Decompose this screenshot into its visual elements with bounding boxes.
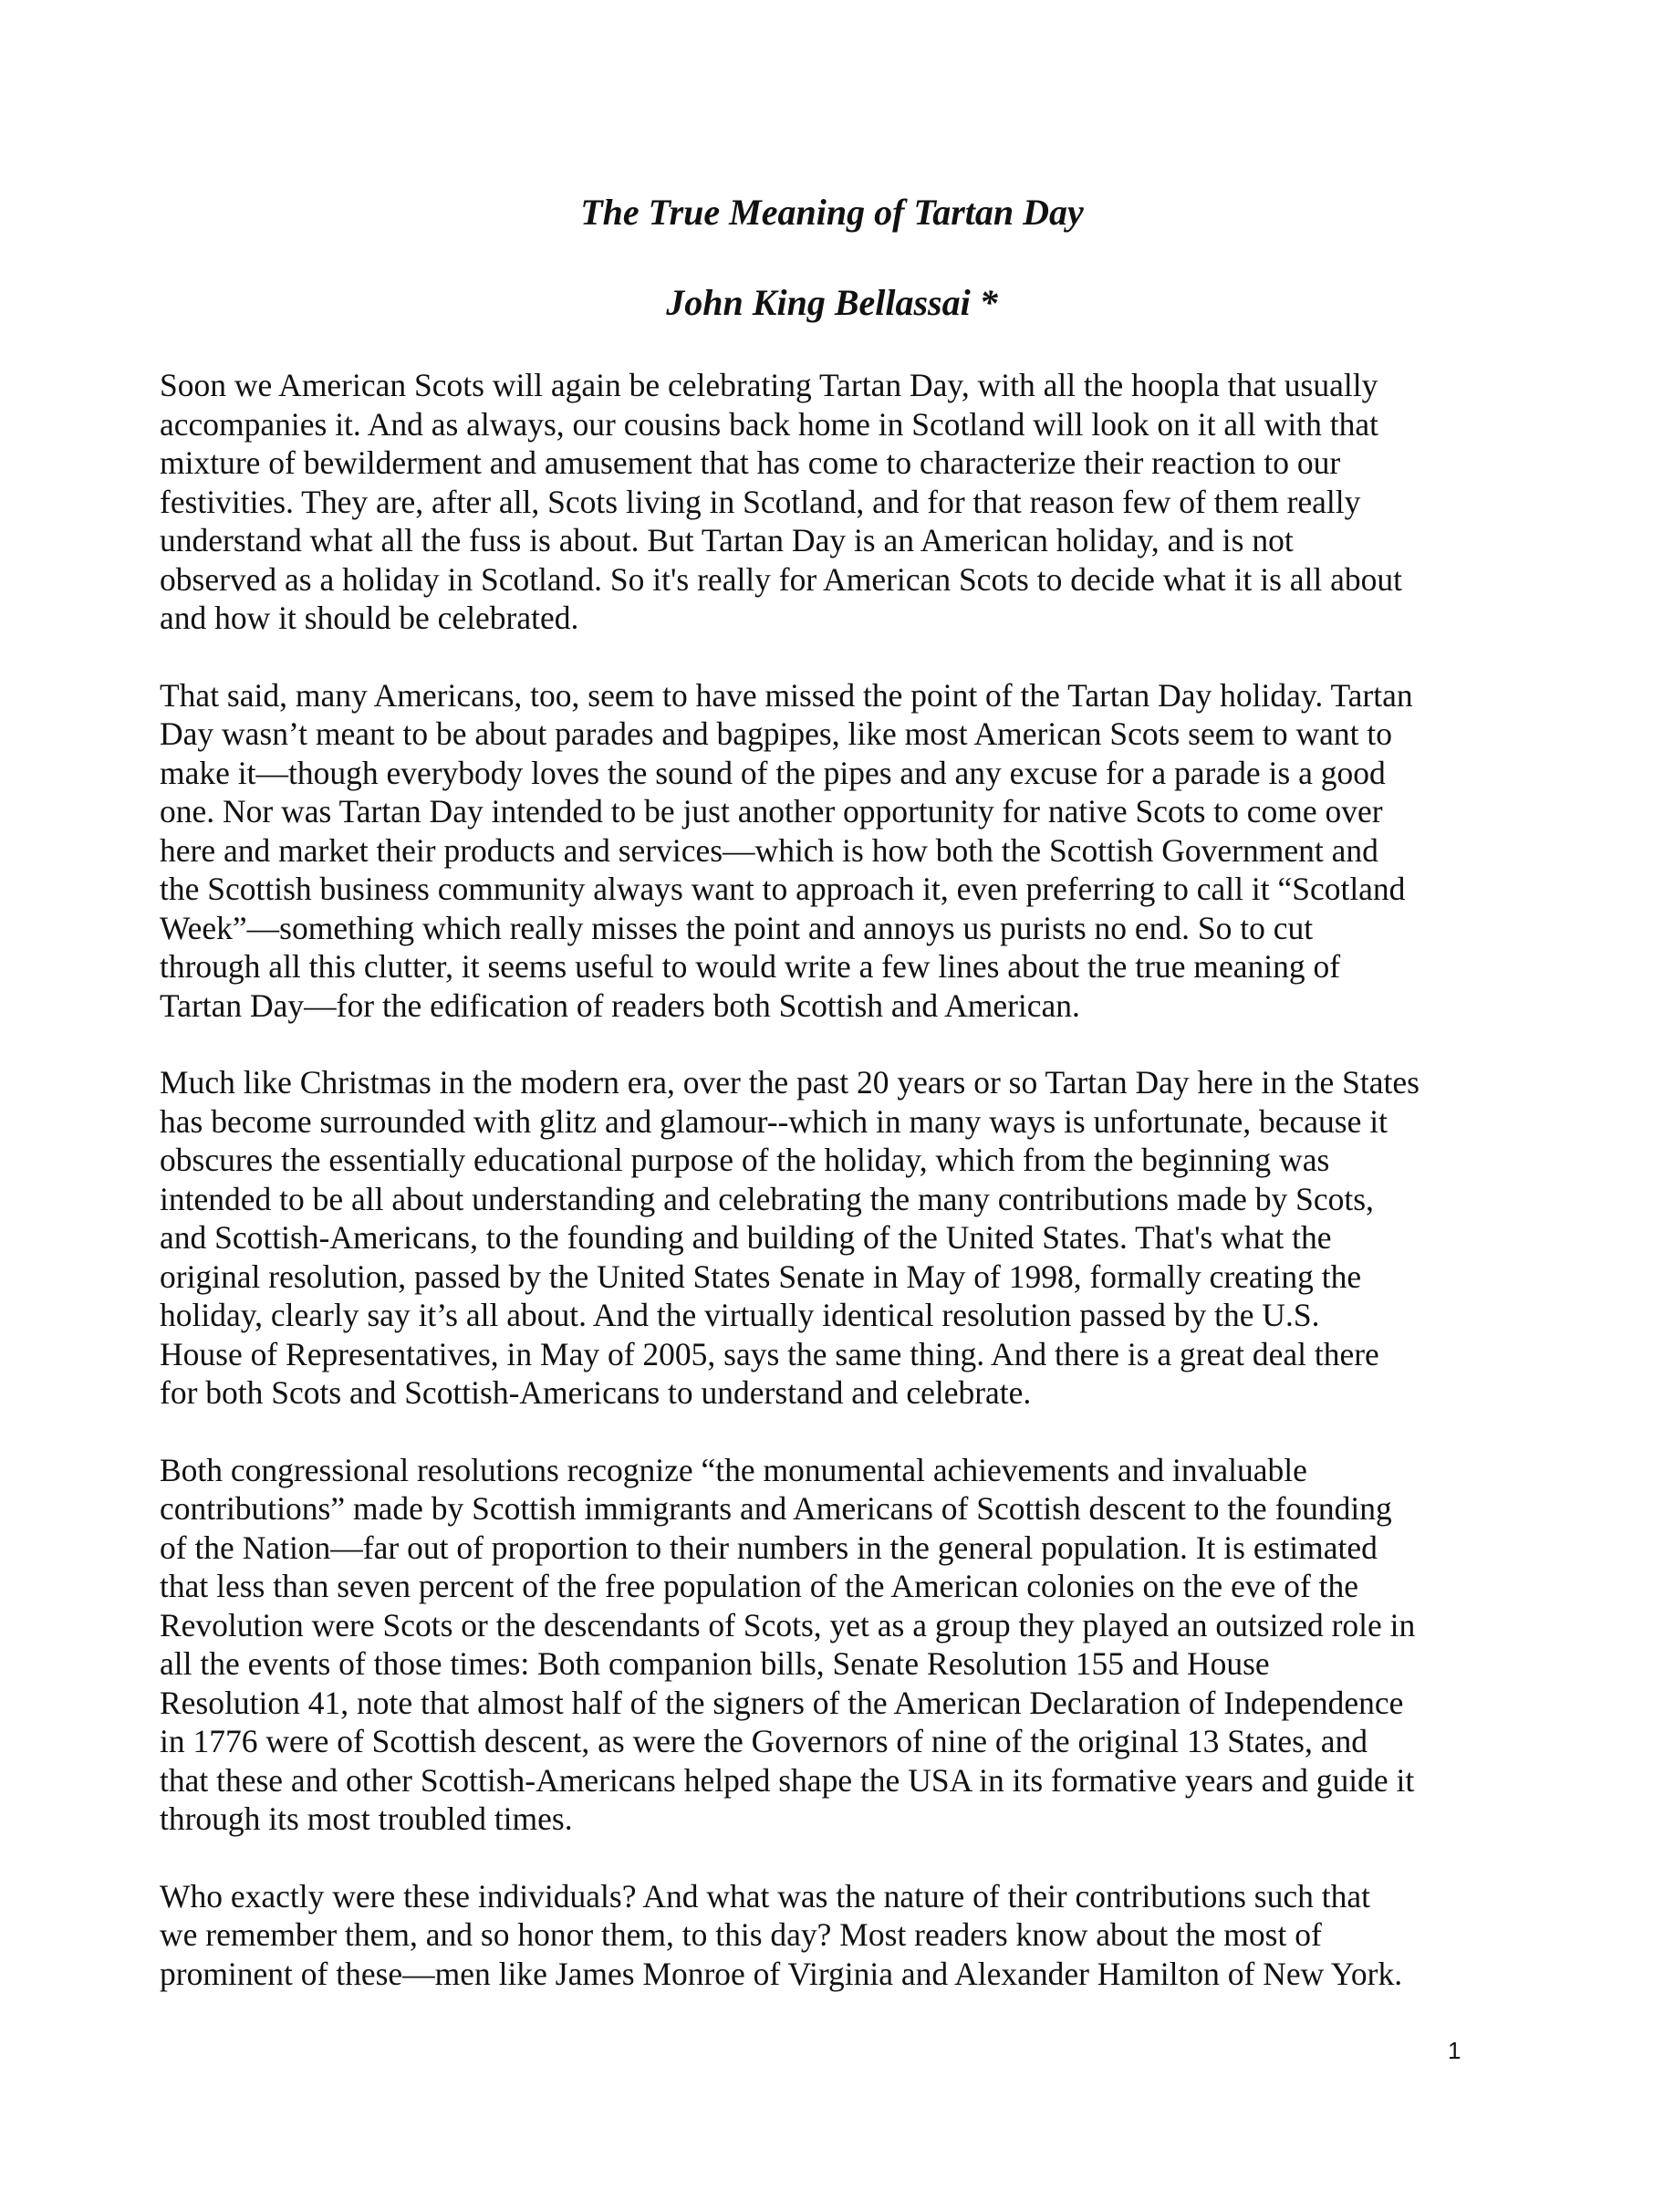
text-line: That said, many Americans, too, seem to have missed the point of the Tartan Day holiday. Tartan [160,676,1413,714]
text-line: Day wasn’t meant to be about parades and bagpipes, like most American Scots seem to want to [160,715,1392,752]
text-line: Week”—something which really misses the point and annoys us purists no end. So to cut [160,909,1314,946]
text-line: accompanies it. And as always, our cousins back home in Scotland will look on it all with that [160,405,1378,443]
text-line: and how it should be celebrated. [160,600,579,636]
document-title: The True Meaning of Tartan Day [580,192,1084,233]
text-line: mixture of bewilderment and amusement that has come to characterize their reaction to our [160,444,1341,481]
text-line: Revolution were Scots or the descendants of Scots, yet as a group they played an outsized role in [160,1606,1416,1643]
text-line: make it—though everybody loves the sound of the pipes and any excuse for a parade is a good [160,754,1386,791]
paragraph-5 [160,1877,1510,1994]
text-line: all the events of those times: Both companion bills, Senate Resolution 155 and House [160,1645,1270,1682]
text-line: for both Scots and Scottish-Americans to understand and celebrate. [160,1374,1032,1411]
text-line: that less than seven percent of the free population of the American colonies on the eve of the [160,1568,1359,1604]
text-line: Soon we American Scots will again be celebrating Tartan Day, with all the hoopla that usually [160,367,1378,403]
text-line: Tartan Day—for the edification of readers both Scottish and American. [160,986,1080,1024]
paragraph-2 [160,676,1510,1026]
text-line: the Scottish business community always want to approach it, even preferring to call it “Scotland [160,871,1406,907]
text-line: understand what all the fuss is about. But Tartan Day is an American holiday, and is not [160,522,1294,558]
author-byline: John King Bellassai * [666,282,998,323]
paragraph-4 [160,1451,1510,1839]
page-number: 1 [1448,2037,1461,2064]
text-line: Both congressional resolutions recognize “the monumental achievements and invaluable [160,1451,1307,1488]
text-line: original resolution, passed by the United States Senate in May of 1998, formally creating the [160,1257,1362,1295]
text-line: obscures the essentially educational purpose of the holiday, which from the beginning was [160,1142,1330,1178]
text-line: has become surrounded with glitz and glamour--which in many ways is unfortunate, because it [160,1102,1388,1140]
paragraph-1 [160,366,1510,638]
text-line: festivities. They are, after all, Scots living in Scotland, and for that reason few of them really [160,483,1361,520]
text-line: intended to be all about understanding and celebrating the many contributions made by Scots, [160,1180,1374,1217]
text-line: prominent of these—men like James Monroe of Virginia and Alexander Hamilton of New York. [160,1955,1403,1992]
text-line: through its most troubled times. [160,1800,573,1837]
text-line: of the Nation—far out of proportion to their numbers in the general population. It is estimated [160,1529,1378,1566]
text-line: and Scottish-Americans, to the founding and building of the United States. That's what the [160,1219,1332,1256]
text-line: one. Nor was Tartan Day intended to be just another opportunity for native Scots to come over [160,793,1383,830]
text-line: we remember them, and so honor them, to this day? Most readers know about the most of [160,1916,1322,1953]
text-line: Much like Christmas in the modern era, over the past 20 years or so Tartan Day here in the States [160,1064,1420,1101]
text-line: in 1776 were of Scottish descent, as were the Governors of nine of the original 13 States, and [160,1723,1368,1759]
text-line: through all this clutter, it seems useful to would write a few lines about the true meaning of [160,948,1341,985]
text-line: contributions” made by Scottish immigrants and Americans of Scottish descent to the founding [160,1490,1392,1527]
text-line: House of Representatives, in May of 2005, says the same thing. And there is a great deal there [160,1335,1379,1372]
text-line: holiday, clearly say it’s all about. And the virtually identical resolution passed by the U.S. [160,1297,1320,1333]
text-line: Who exactly were these individuals? And what was the nature of their contributions such that [160,1877,1370,1915]
article-body [160,366,1510,2031]
text-line: Resolution 41, note that almost half of the signers of the American Declaration of Independence [160,1684,1404,1721]
paragraph-3 [160,1063,1510,1413]
text-line: that these and other Scottish-Americans helped shape the USA in its formative years and guide it [160,1761,1415,1799]
text-line: observed as a holiday in Scotland. So it's really for American Scots to decide what it is all about [160,560,1403,598]
text-line: here and market their products and services—which is how both the Scottish Government and [160,831,1378,869]
